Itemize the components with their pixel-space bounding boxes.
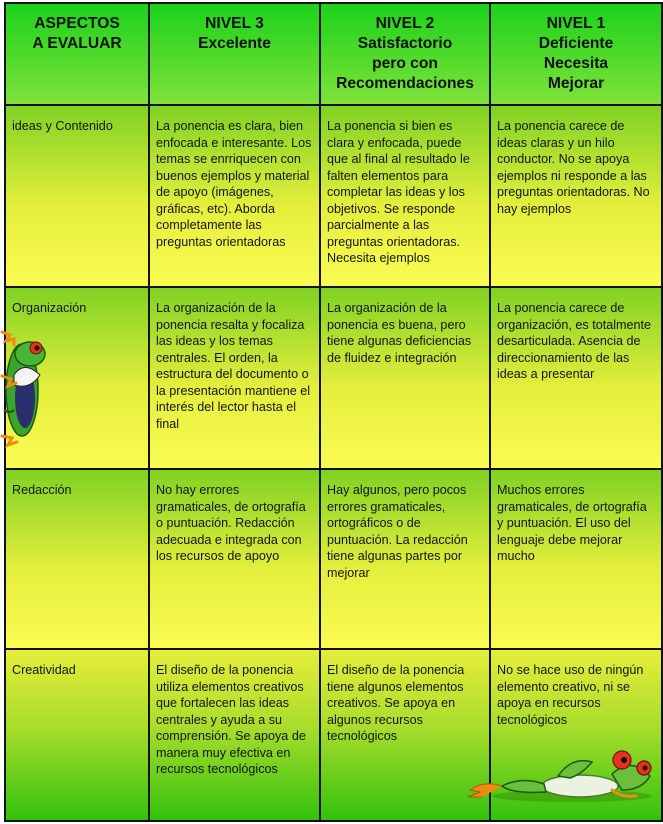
header-nivel3-line: Excelente bbox=[198, 35, 271, 52]
nivel2-cell: Hay algunos, pero pocos errores gramaticales, ortográficos o de puntuación. La redacción tiene algunas partes por mejorar bbox=[320, 469, 490, 649]
nivel3-cell: La organización de la ponencia resalta y focaliza las ideas y los temas centrales. El orden, la estructura del documento o la presentación mantiene el interés del lector hasta el final bbox=[149, 287, 320, 469]
nivel2-cell: La organización de la ponencia es buena, pero tiene algunas deficiencias de fluidez e integración bbox=[320, 287, 490, 469]
header-nivel2 bbox=[320, 3, 490, 105]
header-nivel2-line: pero con bbox=[372, 55, 438, 72]
header-aspects-line: A EVALUAR bbox=[32, 35, 122, 52]
aspect-cell: Organización bbox=[5, 287, 149, 469]
header-nivel1-line: Deficiente bbox=[538, 35, 614, 52]
header-aspects bbox=[5, 3, 149, 105]
rubric-table bbox=[4, 2, 663, 822]
header-nivel1-line: Necesita bbox=[543, 55, 609, 72]
header-nivel1-line: Mejorar bbox=[547, 75, 605, 92]
header-nivel2-line: Recomendaciones bbox=[336, 75, 474, 92]
nivel1-cell: La ponencia carece de ideas claras y un hilo conductor. No se apoya ejemplos ni responde a las preguntas orientadoras. No hay ejemplos bbox=[490, 105, 662, 287]
table-row bbox=[5, 469, 662, 649]
nivel3-cell: La ponencia es clara, bien enfocada e interesante. Los temas se enrriquecen con buenos ejemplos y material de apoyo (imágenes, gráficas, etc). Aborda completamente las preguntas orientadoras bbox=[149, 105, 320, 287]
nivel3-cell: El diseño de la ponencia utiliza elementos creativos que fortalecen las ideas centrales y ayuda a su comprensión. Se apoya de manera muy efectiva en recursos tecnológicos bbox=[149, 649, 320, 821]
nivel1-cell: No se hace uso de ningún elemento creativo, ni se apoya en recursos tecnológicos bbox=[490, 649, 662, 821]
aspect-cell: Creatividad bbox=[5, 649, 149, 821]
nivel2-cell: La ponencia si bien es clara y enfocada, puede que al final al resultado le falten elementos para completar las ideas y los objetivos. Se responde parcialmente a las preguntas orientadoras. Necesita ejemplos bbox=[320, 105, 490, 287]
nivel1-cell: La ponencia carece de organización, es totalmente desarticulada. Asencia de direccionamiento de las ideas a presentar bbox=[490, 287, 662, 469]
header-nivel3 bbox=[149, 3, 320, 105]
table-row bbox=[5, 287, 662, 469]
header-nivel2-line: NIVEL 2 bbox=[375, 15, 435, 32]
header-nivel2-line: Satisfactorio bbox=[357, 35, 453, 52]
table-row bbox=[5, 649, 662, 821]
header-nivel3-line: NIVEL 3 bbox=[205, 15, 264, 32]
header-nivel1 bbox=[490, 3, 662, 105]
nivel2-cell: El diseño de la ponencia tiene algunos elementos creativos. Se apoya en algunos recursos tecnológicos bbox=[320, 649, 490, 821]
table-row bbox=[5, 105, 662, 287]
nivel3-cell: No hay errores gramaticales, de ortografía o puntuación. Redacción adecuada e integrada con los recursos de apoyo bbox=[149, 469, 320, 649]
header-row bbox=[5, 3, 662, 105]
aspect-cell: Redacción bbox=[5, 469, 149, 649]
header-nivel1-line: NIVEL 1 bbox=[546, 15, 606, 32]
header-aspects-line: ASPECTOS bbox=[34, 15, 120, 32]
nivel1-cell: Muchos errores gramaticales, de ortografía y puntuación. El uso del lenguaje debe mejorar mucho bbox=[490, 469, 662, 649]
aspect-cell: ideas y Contenido bbox=[5, 105, 149, 287]
